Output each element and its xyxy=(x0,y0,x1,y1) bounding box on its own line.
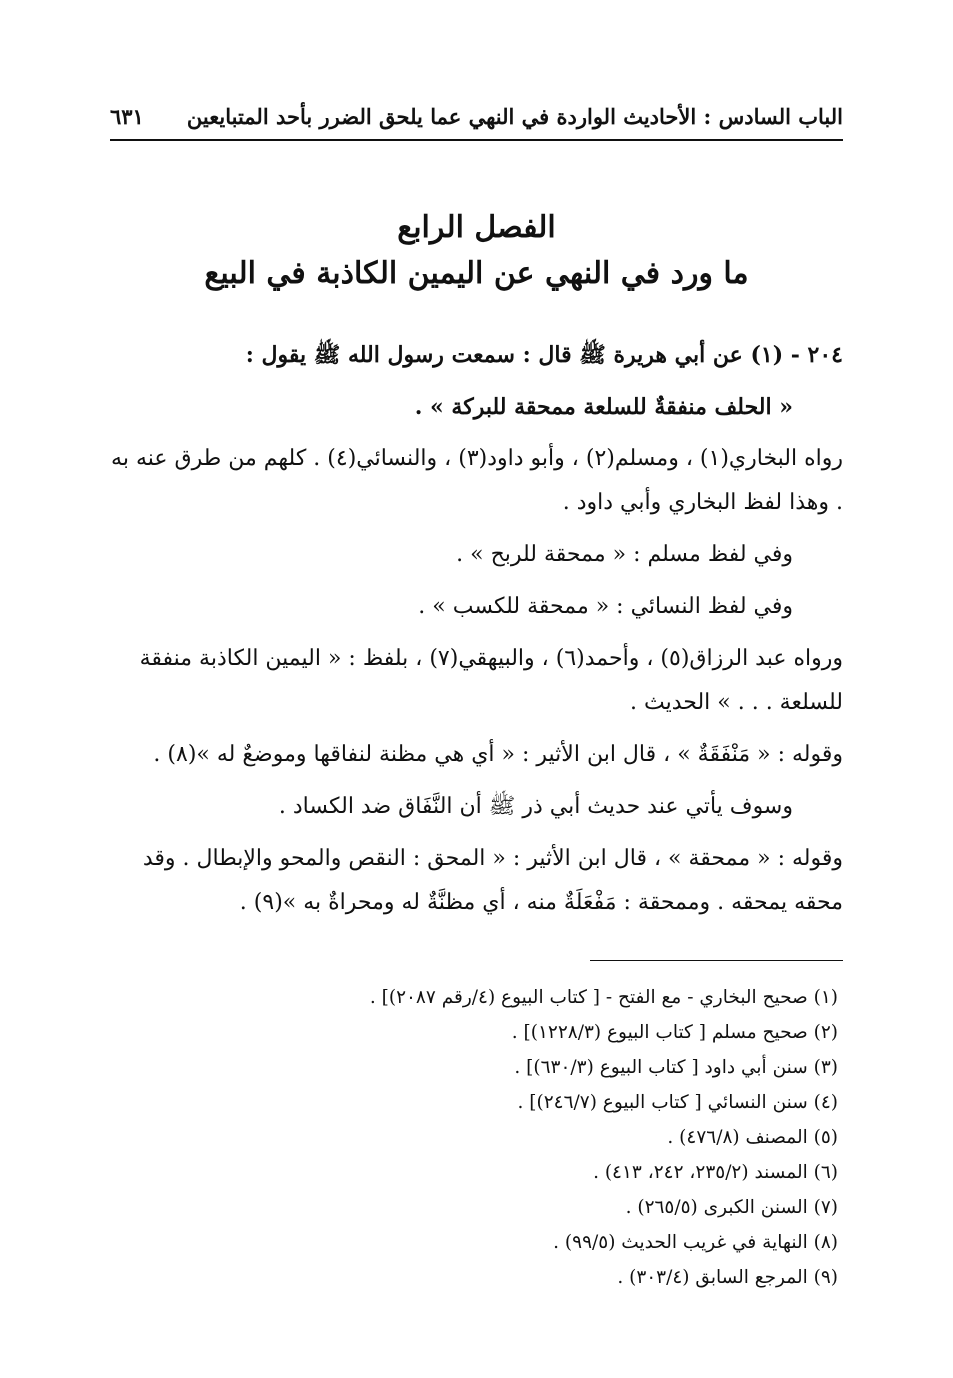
footnote-item: (٥) المصنف (٤٧٦/٨) . xyxy=(667,1127,838,1148)
footnote-item: (٩) المرجع السابق (٣٠٣/٤) . xyxy=(617,1267,838,1288)
footnote-item: (٣) سنن أبي داود [ كتاب البيوع (٦٣٠/٣)] . xyxy=(514,1057,838,1078)
footnotes xyxy=(110,980,838,1295)
hadith-text: « الحلف منفقةٌ للسلعة ممحقة للبركة » . xyxy=(414,394,793,420)
chapter-label: الفصل الرابع xyxy=(397,210,556,245)
running-title: الباب السادس : الأحاديث الواردة في النهي عما يلحق الضرر بأحد المتبايعين xyxy=(186,103,843,129)
header-rule xyxy=(110,139,843,141)
narration-paragraph: رواه البخاري(١) ، ومسلم(٢) ، وأبو داود(٣) ، والنسائي(٤) . كلهم من طرق عنه به . وهذا لفظ البخاري وأبي داود . xyxy=(111,446,843,515)
abu-dharr-reference: وسوف يأتي عند حديث أبي ذر ﷺ أن النَّفَاق ضد الكساد . xyxy=(278,794,793,819)
muslim-wording: وفي لفظ مسلم : « ممحقة للربح » . xyxy=(456,542,793,567)
mumhiqa-explanation: وقوله : « ممحقة » ، قال ابن الأثير : « المحق : النقص والمحو والإبطال . وقد محقه يمحقه . وممحقة : مَفْعَلَةٌ منه ، أي مظنَّةٌ له ومحراةٌ به »(٩) . xyxy=(142,846,843,915)
footnote-item: (١) صحيح البخاري - مع الفتح - [ كتاب البيوع (٤/رقم ٢٠٨٧)] . xyxy=(369,987,838,1008)
hadith-intro: ٢٠٤ - (١) عن أبي هريرة ﷺ قال : سمعت رسول الله ﷺ يقول : xyxy=(245,342,843,368)
footnote-item: (٢) صحيح مسلم [ كتاب البيوع (١٢٢٨/٣)] . xyxy=(511,1022,838,1043)
page-number: ٦٣١ xyxy=(110,103,144,129)
main-text xyxy=(110,333,843,933)
footnote-rule xyxy=(590,960,843,961)
footnote-item: (٨) النهاية في غريب الحديث (٩٩/٥) . xyxy=(553,1232,838,1253)
other-narration-paragraph: ورواه عبد الرزاق(٥) ، وأحمد(٦) ، والبيهقي(٧) ، بلفظ : « اليمين الكاذبة منفقة للسلعة . . . » الحديث . xyxy=(139,646,843,715)
footnote-item: (٤) سنن النسائي [ كتاب البيوع (٢٤٦/٧)] . xyxy=(517,1092,838,1113)
nasai-wording: وفي لفظ النسائي : « ممحقة للكسب » . xyxy=(418,594,793,619)
chapter-heading xyxy=(110,205,843,297)
munfaqa-explanation: وقوله : « مَنْفَقَةٌ » ، قال ابن الأثير : « أي هي مظنة لنفاقها وموضعٌ له »(٨) . xyxy=(153,742,843,767)
footnote-item: (٦) المسند (٢٣٥/٢، ٢٤٢، ٤١٣) . xyxy=(593,1162,838,1183)
running-header xyxy=(110,95,843,137)
chapter-title: ما ورد في النهي عن اليمين الكاذبة في البيع xyxy=(204,256,749,291)
footnote-item: (٧) السنن الكبرى (٢٦٥/٥) . xyxy=(625,1197,838,1218)
